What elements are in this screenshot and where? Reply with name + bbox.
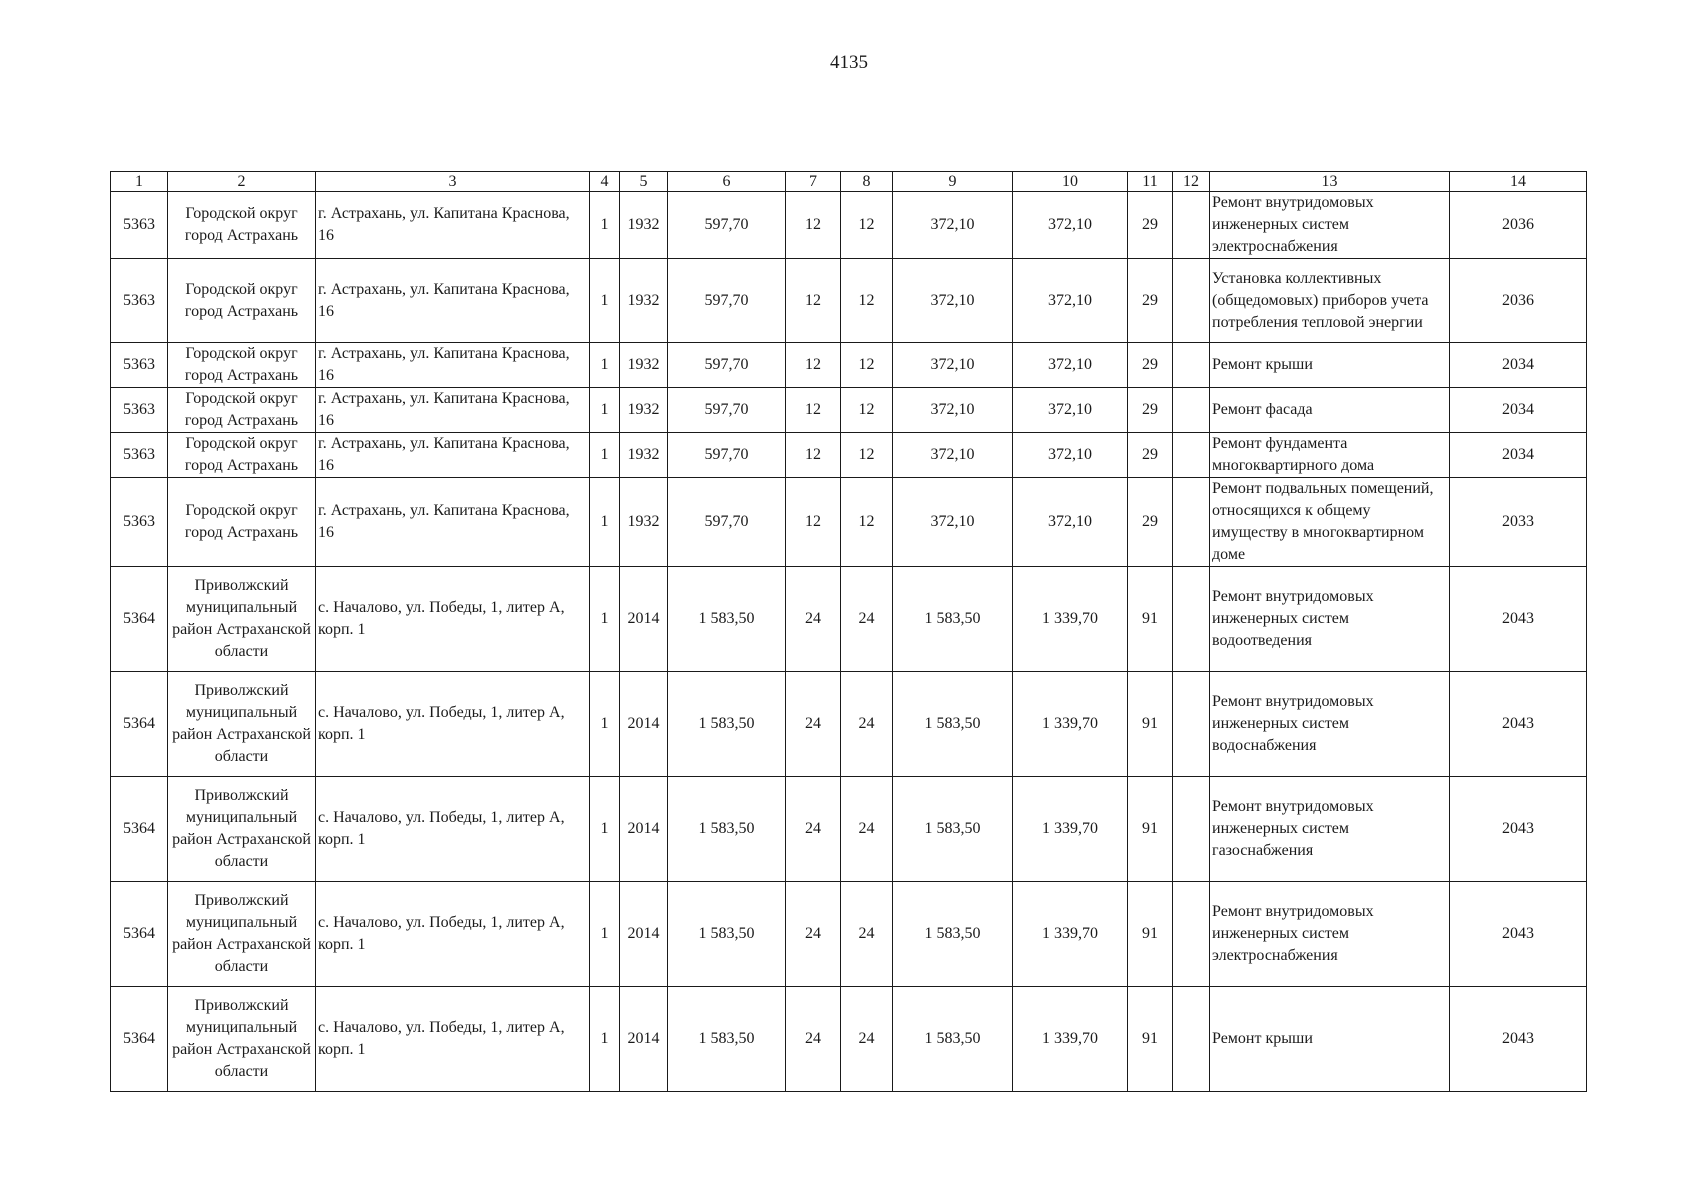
table-cell-col-5: 1932 xyxy=(620,478,668,567)
table-cell-col-1: 5363 xyxy=(111,478,168,567)
table-cell-col-12 xyxy=(1173,567,1210,672)
column-number-cell: 1 xyxy=(111,172,168,192)
table-cell-col-2: Городской округ город Астрахань xyxy=(168,433,316,478)
table-cell-col-2: Городской округ город Астрахань xyxy=(168,259,316,343)
table-cell-col-5: 2014 xyxy=(620,777,668,882)
table-row xyxy=(111,192,1587,259)
column-number-cell: 3 xyxy=(316,172,590,192)
table-cell-col-10: 372,10 xyxy=(1013,259,1128,343)
table-cell-col-9: 372,10 xyxy=(893,343,1013,388)
table-cell-col-8: 24 xyxy=(841,987,893,1092)
table-cell-col-6: 597,70 xyxy=(668,388,786,433)
column-number-cell: 11 xyxy=(1128,172,1173,192)
table-row xyxy=(111,987,1587,1092)
table-cell-col-11: 29 xyxy=(1128,433,1173,478)
table-cell-col-5: 2014 xyxy=(620,987,668,1092)
table-cell-col-3: г. Астрахань, ул. Капитана Краснова, 16 xyxy=(316,343,590,388)
table-cell-col-13: Ремонт внутридомовых инженерных систем электроснабжения xyxy=(1210,192,1450,259)
table-cell-col-12 xyxy=(1173,987,1210,1092)
table-cell-col-5: 1932 xyxy=(620,343,668,388)
table-cell-col-11: 29 xyxy=(1128,259,1173,343)
column-number-cell: 12 xyxy=(1173,172,1210,192)
table-row xyxy=(111,343,1587,388)
table-cell-col-2: Городской округ город Астрахань xyxy=(168,388,316,433)
table-cell-col-5: 1932 xyxy=(620,192,668,259)
table-row xyxy=(111,388,1587,433)
table-cell-col-8: 24 xyxy=(841,672,893,777)
table-cell-col-11: 91 xyxy=(1128,987,1173,1092)
table-cell-col-13: Установка коллективных (общедомовых) приборов учета потребления тепловой энергии xyxy=(1210,259,1450,343)
table-cell-col-14: 2034 xyxy=(1450,388,1587,433)
table-cell-col-9: 1 583,50 xyxy=(893,567,1013,672)
table-cell-col-10: 1 339,70 xyxy=(1013,567,1128,672)
table-cell-col-6: 1 583,50 xyxy=(668,567,786,672)
table-cell-col-8: 12 xyxy=(841,388,893,433)
table-cell-col-8: 12 xyxy=(841,478,893,567)
table-cell-col-4: 1 xyxy=(590,433,620,478)
table-cell-col-1: 5364 xyxy=(111,882,168,987)
table-cell-col-13: Ремонт внутридомовых инженерных систем водоотведения xyxy=(1210,567,1450,672)
table-cell-col-12 xyxy=(1173,192,1210,259)
table-cell-col-12 xyxy=(1173,433,1210,478)
column-number-cell: 8 xyxy=(841,172,893,192)
table-cell-col-13: Ремонт внутридомовых инженерных систем водоснабжения xyxy=(1210,672,1450,777)
table-cell-col-2: Городской округ город Астрахань xyxy=(168,192,316,259)
table-cell-col-6: 1 583,50 xyxy=(668,777,786,882)
table-cell-col-1: 5363 xyxy=(111,433,168,478)
column-number-cell: 2 xyxy=(168,172,316,192)
table-cell-col-6: 597,70 xyxy=(668,192,786,259)
table-cell-col-1: 5363 xyxy=(111,343,168,388)
table-cell-col-8: 12 xyxy=(841,343,893,388)
table-cell-col-3: с. Началово, ул. Победы, 1, литер А, корп. 1 xyxy=(316,777,590,882)
column-number-cell: 10 xyxy=(1013,172,1128,192)
table-cell-col-5: 2014 xyxy=(620,882,668,987)
table-cell-col-6: 597,70 xyxy=(668,259,786,343)
table-cell-col-4: 1 xyxy=(590,343,620,388)
table-cell-col-9: 372,10 xyxy=(893,433,1013,478)
table-cell-col-7: 12 xyxy=(786,192,841,259)
table-cell-col-4: 1 xyxy=(590,192,620,259)
table-cell-col-10: 372,10 xyxy=(1013,343,1128,388)
table-row xyxy=(111,882,1587,987)
table-cell-col-3: г. Астрахань, ул. Капитана Краснова, 16 xyxy=(316,433,590,478)
table-cell-col-14: 2043 xyxy=(1450,882,1587,987)
table-cell-col-14: 2036 xyxy=(1450,192,1587,259)
table-cell-col-2: Приволжский муниципальный район Астраханской области xyxy=(168,567,316,672)
table-cell-col-1: 5363 xyxy=(111,259,168,343)
table-cell-col-3: с. Началово, ул. Победы, 1, литер А, корп. 1 xyxy=(316,987,590,1092)
table-cell-col-2: Городской округ город Астрахань xyxy=(168,343,316,388)
table-cell-col-7: 12 xyxy=(786,478,841,567)
table-cell-col-13: Ремонт крыши xyxy=(1210,987,1450,1092)
table-cell-col-9: 372,10 xyxy=(893,259,1013,343)
table-cell-col-3: с. Началово, ул. Победы, 1, литер А, корп. 1 xyxy=(316,672,590,777)
table-cell-col-11: 91 xyxy=(1128,777,1173,882)
table-row xyxy=(111,433,1587,478)
table-cell-col-7: 24 xyxy=(786,672,841,777)
table-cell-col-2: Приволжский муниципальный район Астраханской области xyxy=(168,672,316,777)
table-cell-col-1: 5364 xyxy=(111,777,168,882)
table-cell-col-11: 29 xyxy=(1128,388,1173,433)
table-cell-col-13: Ремонт фасада xyxy=(1210,388,1450,433)
capital-repair-table xyxy=(110,171,1587,1092)
table-cell-col-11: 29 xyxy=(1128,478,1173,567)
table-cell-col-12 xyxy=(1173,388,1210,433)
table-cell-col-13: Ремонт фундамента многоквартирного дома xyxy=(1210,433,1450,478)
table-cell-col-12 xyxy=(1173,777,1210,882)
table-cell-col-5: 1932 xyxy=(620,388,668,433)
table-cell-col-11: 29 xyxy=(1128,343,1173,388)
table-cell-col-11: 91 xyxy=(1128,567,1173,672)
table-cell-col-10: 372,10 xyxy=(1013,433,1128,478)
column-number-cell: 6 xyxy=(668,172,786,192)
table-cell-col-4: 1 xyxy=(590,259,620,343)
table-cell-col-12 xyxy=(1173,259,1210,343)
table-row xyxy=(111,478,1587,567)
table-cell-col-4: 1 xyxy=(590,388,620,433)
table-row xyxy=(111,672,1587,777)
table-cell-col-11: 29 xyxy=(1128,192,1173,259)
column-number-cell: 5 xyxy=(620,172,668,192)
table-cell-col-14: 2036 xyxy=(1450,259,1587,343)
table-cell-col-3: г. Астрахань, ул. Капитана Краснова, 16 xyxy=(316,388,590,433)
table-cell-col-9: 1 583,50 xyxy=(893,987,1013,1092)
table-cell-col-7: 24 xyxy=(786,567,841,672)
table-cell-col-9: 1 583,50 xyxy=(893,777,1013,882)
table-cell-col-6: 597,70 xyxy=(668,478,786,567)
table-cell-col-13: Ремонт подвальных помещений, относящихся к общему имуществу в многоквартирном доме xyxy=(1210,478,1450,567)
table-row xyxy=(111,259,1587,343)
table-cell-col-8: 12 xyxy=(841,259,893,343)
table-cell-col-4: 1 xyxy=(590,478,620,567)
table-cell-col-1: 5363 xyxy=(111,388,168,433)
table-cell-col-12 xyxy=(1173,672,1210,777)
table-row xyxy=(111,567,1587,672)
column-number-cell: 14 xyxy=(1450,172,1587,192)
table-cell-col-7: 24 xyxy=(786,882,841,987)
table-cell-col-9: 372,10 xyxy=(893,388,1013,433)
table-cell-col-13: Ремонт внутридомовых инженерных систем электроснабжения xyxy=(1210,882,1450,987)
table-cell-col-6: 1 583,50 xyxy=(668,882,786,987)
table-cell-col-5: 1932 xyxy=(620,259,668,343)
table-cell-col-8: 24 xyxy=(841,777,893,882)
table-cell-col-6: 1 583,50 xyxy=(668,672,786,777)
table-cell-col-4: 1 xyxy=(590,777,620,882)
table-cell-col-9: 1 583,50 xyxy=(893,672,1013,777)
table-cell-col-7: 12 xyxy=(786,259,841,343)
table-cell-col-11: 91 xyxy=(1128,882,1173,987)
table-cell-col-5: 2014 xyxy=(620,672,668,777)
table-cell-col-14: 2043 xyxy=(1450,987,1587,1092)
table-cell-col-14: 2034 xyxy=(1450,343,1587,388)
table-cell-col-14: 2033 xyxy=(1450,478,1587,567)
table-cell-col-10: 1 339,70 xyxy=(1013,882,1128,987)
table-cell-col-4: 1 xyxy=(590,672,620,777)
table-cell-col-14: 2034 xyxy=(1450,433,1587,478)
table-cell-col-1: 5364 xyxy=(111,672,168,777)
table-cell-col-8: 24 xyxy=(841,882,893,987)
table-cell-col-4: 1 xyxy=(590,567,620,672)
table-cell-col-1: 5363 xyxy=(111,192,168,259)
table-cell-col-7: 12 xyxy=(786,343,841,388)
table-cell-col-10: 1 339,70 xyxy=(1013,672,1128,777)
table-cell-col-9: 372,10 xyxy=(893,478,1013,567)
table-cell-col-14: 2043 xyxy=(1450,777,1587,882)
table-cell-col-2: Приволжский муниципальный район Астраханской области xyxy=(168,987,316,1092)
table-cell-col-12 xyxy=(1173,478,1210,567)
column-number-cell: 13 xyxy=(1210,172,1450,192)
column-number-row xyxy=(111,172,1587,192)
table-cell-col-10: 1 339,70 xyxy=(1013,987,1128,1092)
column-number-cell: 7 xyxy=(786,172,841,192)
column-number-cell: 9 xyxy=(893,172,1013,192)
table-cell-col-12 xyxy=(1173,882,1210,987)
table-cell-col-3: г. Астрахань, ул. Капитана Краснова, 16 xyxy=(316,192,590,259)
table-cell-col-9: 372,10 xyxy=(893,192,1013,259)
table-cell-col-1: 5364 xyxy=(111,987,168,1092)
table-cell-col-4: 1 xyxy=(590,987,620,1092)
table-cell-col-10: 372,10 xyxy=(1013,388,1128,433)
table-cell-col-2: Городской округ город Астрахань xyxy=(168,478,316,567)
table-row xyxy=(111,777,1587,882)
table-cell-col-14: 2043 xyxy=(1450,672,1587,777)
table-cell-col-5: 1932 xyxy=(620,433,668,478)
table-cell-col-8: 12 xyxy=(841,433,893,478)
table-cell-col-9: 1 583,50 xyxy=(893,882,1013,987)
table-cell-col-8: 24 xyxy=(841,567,893,672)
table-cell-col-13: Ремонт крыши xyxy=(1210,343,1450,388)
table-cell-col-3: с. Началово, ул. Победы, 1, литер А, корп. 1 xyxy=(316,882,590,987)
table-cell-col-3: с. Началово, ул. Победы, 1, литер А, корп. 1 xyxy=(316,567,590,672)
table-cell-col-7: 24 xyxy=(786,987,841,1092)
table-cell-col-4: 1 xyxy=(590,882,620,987)
table-cell-col-3: г. Астрахань, ул. Капитана Краснова, 16 xyxy=(316,478,590,567)
table-cell-col-13: Ремонт внутридомовых инженерных систем газоснабжения xyxy=(1210,777,1450,882)
table-cell-col-12 xyxy=(1173,343,1210,388)
table-cell-col-8: 12 xyxy=(841,192,893,259)
table-cell-col-10: 372,10 xyxy=(1013,192,1128,259)
page-number: 4135 xyxy=(830,52,868,73)
table-cell-col-2: Приволжский муниципальный район Астраханской области xyxy=(168,777,316,882)
table-cell-col-7: 12 xyxy=(786,388,841,433)
table-cell-col-3: г. Астрахань, ул. Капитана Краснова, 16 xyxy=(316,259,590,343)
table-cell-col-6: 1 583,50 xyxy=(668,987,786,1092)
table-cell-col-1: 5364 xyxy=(111,567,168,672)
table-cell-col-7: 24 xyxy=(786,777,841,882)
table-cell-col-11: 91 xyxy=(1128,672,1173,777)
table-cell-col-7: 12 xyxy=(786,433,841,478)
column-number-cell: 4 xyxy=(590,172,620,192)
table-cell-col-2: Приволжский муниципальный район Астраханской области xyxy=(168,882,316,987)
table-cell-col-5: 2014 xyxy=(620,567,668,672)
table-cell-col-6: 597,70 xyxy=(668,343,786,388)
table-cell-col-10: 372,10 xyxy=(1013,478,1128,567)
table-cell-col-10: 1 339,70 xyxy=(1013,777,1128,882)
table-cell-col-6: 597,70 xyxy=(668,433,786,478)
table-cell-col-14: 2043 xyxy=(1450,567,1587,672)
